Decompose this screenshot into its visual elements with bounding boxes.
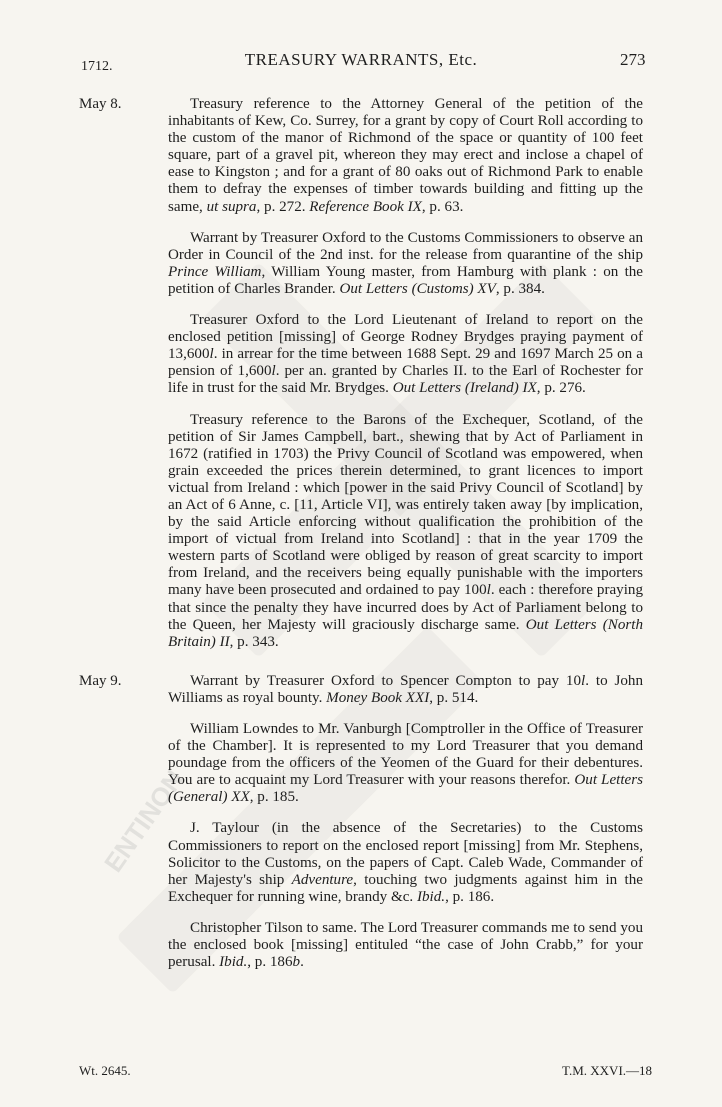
entry-body-text: Warrant by Treasurer Oxford to Spencer Compton to pay 10 bbox=[190, 672, 582, 689]
entry-italic-text: ut supra bbox=[206, 198, 257, 215]
entry-italic-text: Out Letters (General) XX bbox=[168, 772, 643, 806]
footer-printer-mark: Wt. 2645. bbox=[79, 1063, 131, 1078]
entry-body-text: , p. 276. bbox=[536, 380, 586, 397]
entry-body-text: . per an. granted by Charles II. to the Earl of Rochester for life in trust for the said Mr. Brydges. bbox=[168, 363, 643, 397]
entry bbox=[0, 820, 722, 905]
entry-text bbox=[168, 412, 643, 651]
page-footer bbox=[0, 1063, 722, 1083]
entry-date: May 8. bbox=[79, 96, 122, 112]
entries-list bbox=[0, 96, 722, 985]
entry-text bbox=[168, 230, 643, 298]
entry-body-text: Treasurer Oxford to the Lord Lieutenant of Ireland to report on the enclosed petition [missing] of George Rodney Brydges praying payment of 13,600 bbox=[168, 312, 643, 363]
page-number: 273 bbox=[620, 50, 646, 69]
entry-body-text: William Lowndes to Mr. Vanburgh [Comptroller in the Office of Treasurer of the Chamber]. It is represented to my Lord Treasurer that you demand poundage from the officers of the Yeomen of the Guard for their debentures. You are to acquaint my Lord Treasurer with your reasons therefor. bbox=[168, 721, 643, 789]
entry-body-text: Warrant by Treasurer Oxford to the Customs Commissioners to observe an Order in Council of the 2nd inst. for the release from quarantine of the ship bbox=[168, 229, 643, 263]
watermark-text: ENTINON bbox=[98, 764, 190, 878]
entry-body-text: Christopher Tilson to same. The Lord Treasurer commands me to send you the enclosed book [missing] entituled “the case of John Crabb,” for your perusal. bbox=[168, 919, 643, 971]
entry-body-text: , p. 272. bbox=[256, 198, 310, 215]
entry bbox=[0, 920, 722, 971]
entry-body-text: , p. 186 bbox=[247, 954, 293, 971]
entry-italic-text: l bbox=[271, 363, 276, 380]
entry-italic-text: l bbox=[581, 672, 586, 689]
entry-body-text: , William Young master, from Hamburg with plank : on the petition of Charles Brander. bbox=[168, 263, 644, 297]
entry bbox=[0, 312, 722, 397]
entry-italic-text: Out Letters (North Britain) II bbox=[168, 616, 643, 650]
footer-signature: T.M. XXVI.—18 bbox=[562, 1063, 653, 1078]
entry-text bbox=[168, 312, 643, 397]
entry-italic-text: Money Book XXI bbox=[326, 689, 430, 706]
entry-body-text: , p. 185. bbox=[249, 789, 299, 806]
entry-italic-text: l bbox=[486, 582, 491, 599]
entry bbox=[0, 412, 722, 651]
page-header bbox=[0, 50, 722, 72]
entry-body-text: . in arrear for the time between 1688 Sept. 29 and 1697 March 25 on a pension of 1,600 bbox=[168, 346, 643, 380]
margin-year: 1712. bbox=[81, 59, 113, 74]
entry-italic-text: b bbox=[292, 954, 301, 971]
entry-text bbox=[168, 721, 643, 806]
entry-body-text: . to John Williams as royal bounty. bbox=[168, 672, 644, 706]
entry-italic-text: Ibid. bbox=[416, 888, 446, 905]
entry-text bbox=[168, 96, 643, 216]
entry-body-text: , p. 186. bbox=[445, 888, 495, 905]
entry-body-text: Treasury reference to the Barons of the Exchequer, Scotland, of the petition of Sir James Campbell, bart., shewing that by Act of Parliament in 1672 (ratified in 1703) the Privy Council of Scotland was empowered, when grain exceeded the prices therein determined, to grant licences to import victual from Ireland : which [power in the said Privy Council of Scotland] by an Act of 6 Anne, c. [11, Article VI], was entirely taken away [by implication, by the said Article enforcing without qualification the prohibition of the import of victual from Ireland into Scotland] : that in the year 1709 the western parts of Scotland were obliged by reason of great scarcity to import from Ireland, and the receivers being equally punishable with the importers many have been prosecuted and ordained to pay 100 bbox=[168, 411, 643, 599]
running-title: TREASURY WARRANTS, Etc. bbox=[244, 50, 478, 69]
entry-italic-text: l bbox=[209, 346, 214, 363]
entry-body-text: , p. 63. bbox=[421, 198, 464, 215]
entry-italic-text: Out Letters (Ireland) IX bbox=[392, 380, 537, 397]
entry-text bbox=[168, 820, 643, 905]
entry-text bbox=[168, 920, 643, 971]
entry-italic-text: Reference Book IX bbox=[309, 198, 422, 215]
entry-italic-text: Ibid. bbox=[219, 954, 248, 971]
entry-italic-text: Adventure bbox=[291, 871, 354, 888]
entry bbox=[0, 96, 722, 216]
entry-italic-text: Prince William bbox=[168, 263, 262, 280]
entry-body-text: , p. 384. bbox=[495, 280, 545, 297]
entry-body-text: , p. 514. bbox=[429, 689, 479, 706]
entry-text bbox=[168, 673, 643, 707]
entry-italic-text: Out Letters (Customs) XV bbox=[339, 280, 496, 297]
entry-body-text: , touching two judgments against him in the Exchequer for running wine, brandy &c. bbox=[168, 871, 643, 905]
entry-date: May 9. bbox=[79, 672, 122, 689]
entry-body-text: . each : therefore praying that since the penalty they have incurred does by Act of Parliament belong to the Queen, her Majesty will graciously discharge same. bbox=[168, 582, 644, 633]
entry-body-text: , p. 343. bbox=[229, 633, 279, 650]
entry bbox=[0, 673, 722, 707]
entry bbox=[0, 721, 722, 806]
entry-body-text: J. Taylour (in the absence of the Secretaries) to the Customs Commissioners to report on the enclosed report [missing] from Mr. Stephens, Solicitor to the Customs, on the papers of Capt. Caleb Wade, Commander of her Majesty's ship bbox=[168, 820, 643, 888]
entry bbox=[0, 230, 722, 298]
entry-body-text: . bbox=[300, 954, 304, 971]
entry-body-text: Treasury reference to the Attorney General of the petition of the inhabitants of Kew, Co. Surrey, for a grant by copy of Court Roll according to the custom of the manor of Richmond of the space or quantity of 100 feet square, part of a gravel pit, whereon they may erect and inclose a chapel of ease to Kingston ; and for a grant of 80 oaks out of Richmond Park to enable them to defray the expenses of timber towards building and fitting up the same, bbox=[168, 96, 643, 215]
